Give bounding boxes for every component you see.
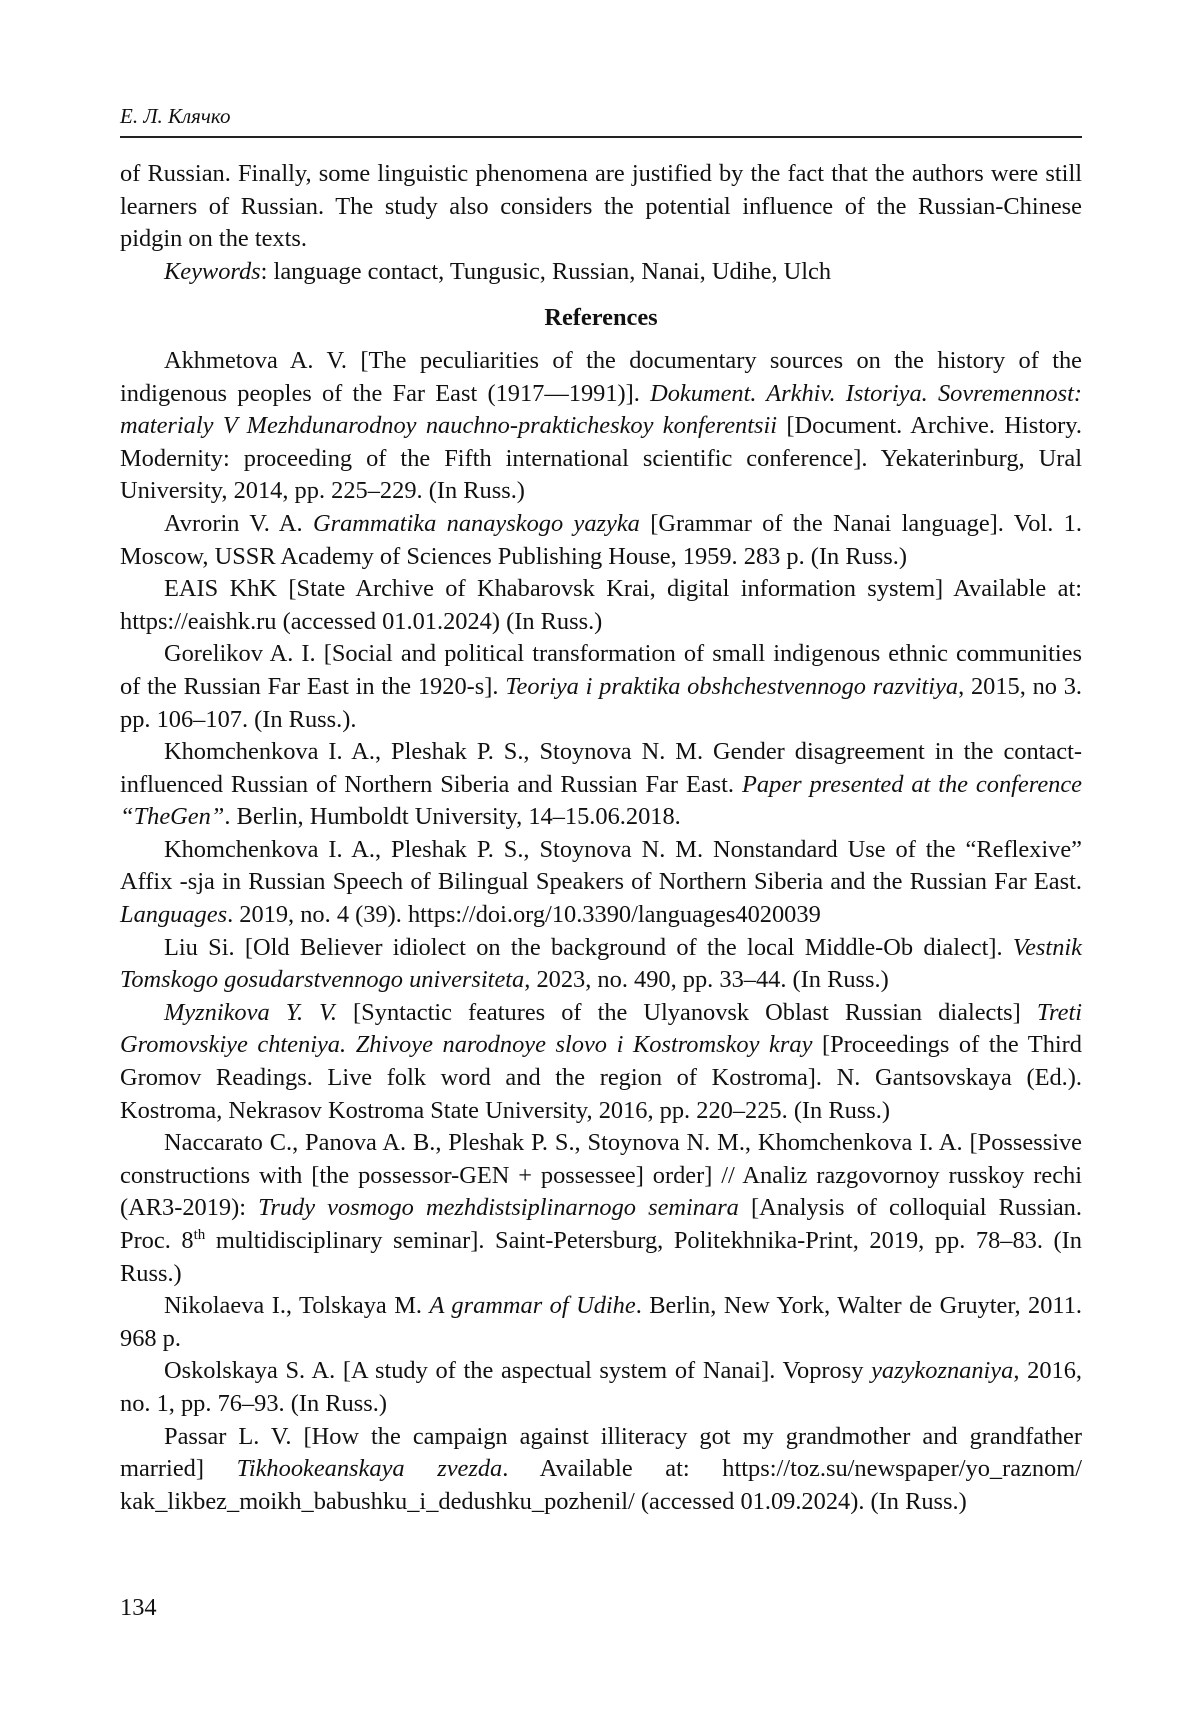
reference-item: Passar L. V. [How the campaign against illiteracy got my grandmother and grandfather married] Tikhookeanskaya zvezda. Available at: https://toz.su/newspaper/yo_raznom/ kak_likbez_moikh_babushku_i_dedushku_pozhenil/ (accessed 01.09.2024). (In Russ.) (120, 1422, 1083, 1515)
reference-item: Myznikova Y. V. [Syntactic features of the Ulyanovsk Oblast Russian dialects] Treti Gromovskiye chteniya. Zhivoye narodnoye slovo i Kostromskoy kray [Proceedings of the Third Gromov Readings. Live folk word and the region of Kostroma]. N. Gantsovskaya (Ed.). Kostroma, Nekrasov Kostroma State University, 2016, pp. 220–225. (In Russ.) (120, 998, 1082, 1124)
reference-item: Naccarato C., Panova A. B., Pleshak P. S., Stoynova N. M., Khomchenkova I. A. [Possessive constructions with [the possessor-GEN + possessee] order] // Analiz razgovornoy russkoy rechi (AR3-2019): Trudy vosmogo mezhdistsiplinarnogo seminara [Analysis of colloquial Russian. Proc. 8th multidisciplinary seminar]. Saint-Petersburg, Politekhnika-Print, 2019, pp. 78–83. (In Russ.) (120, 1129, 1082, 1287)
abstract-end: of Russian. Finally, some linguistic phenomena are justified by the fact that the authors were still learners of Russian. The study also considers the potential influence of the Russian-Chinese pidgin on the texts. (120, 160, 1082, 253)
reference-item: Oskolskaya S. A. [A study of the aspectual system of Nanai]. Voprosy yazykoznaniya, 2016, no. 1, pp. 76–93. (In Russ.) (120, 1357, 1083, 1417)
reference-item: Nikolaeva I., Tolskaya M. A grammar of Udihe. Berlin, New York, Walter de Gruyter, 2011. 968 p. (120, 1292, 1082, 1352)
reference-item: Khomchenkova I. A., Pleshak P. S., Stoynova N. M. Gender disagreement in the contact-influenced Russian of Northern Siberia and Russian Far East. Paper presented at the conference “TheGen”. Berlin, Humboldt University, 14–15.06.2018. (120, 738, 1082, 831)
keywords-label: Keywords (164, 257, 261, 285)
header-rule (120, 136, 1082, 138)
body-text (120, 158, 1082, 1518)
reference-item: Khomchenkova I. A., Pleshak P. S., Stoynova N. M. Nonstandard Use of the “Reflexive” Affix -sja in Russian Speech of Bilingual Speakers of Northern Siberia and the Russian Far East. Languages. 2019, no. 4 (39). https://doi.org/10.3390/languages4020039 (120, 835, 1082, 929)
reference-item: Gorelikov A. I. [Social and political transformation of small indigenous ethnic communities of the Russian Far East in the 1920-s]. Teoriya i praktika obshchestvennogo razvitiya, 2015, no 3. pp. 106–107. (In Russ.). (120, 640, 1082, 733)
reference-item: Avrorin V. A. Grammatika nanayskogo yazyka [Grammar of the Nanai language]. Vol. 1. Moscow, USSR Academy of Sciences Publishing House, 1959. 283 p. (In Russ.) (120, 509, 1082, 570)
page-number: 134 (120, 1594, 157, 1621)
reference-item: Liu Si. [Old Believer idiolect on the background of the local Middle-Ob dialect]. Vestnik Tomskogo gosudarstvennogo universiteta, 2023, no. 490, pp. 33–44. (In Russ.) (120, 933, 1082, 994)
reference-item: EAIS KhK [State Archive of Khabarovsk Krai, digital information system] Available at: https://eaishk.ru (accessed 01.01.2024) (In Russ.) (120, 575, 1082, 635)
keywords-line (120, 256, 1082, 289)
running-head: Е. Л. Клячко (120, 104, 231, 128)
reference-item: Akhmetova A. V. [The peculiarities of the documentary sources on the history of the indigenous peoples of the Far East (1917—1991)]. Dokument. Arkhiv. Istoriya. Sovremennost: materialy V Mezhdunarodnoy nauchno-prakticheskoy konferentsii [Document. Archive. History. Modernity: proceeding of the Fifth international scientific conference]. Yekaterinburg, Ural University, 2014, pp. 225–229. (In Russ.) (120, 346, 1082, 505)
references-title: References (544, 304, 658, 332)
keywords-text: : language contact, Tungusic, Russian, Nanai, Udihe, Ulch (260, 257, 832, 285)
